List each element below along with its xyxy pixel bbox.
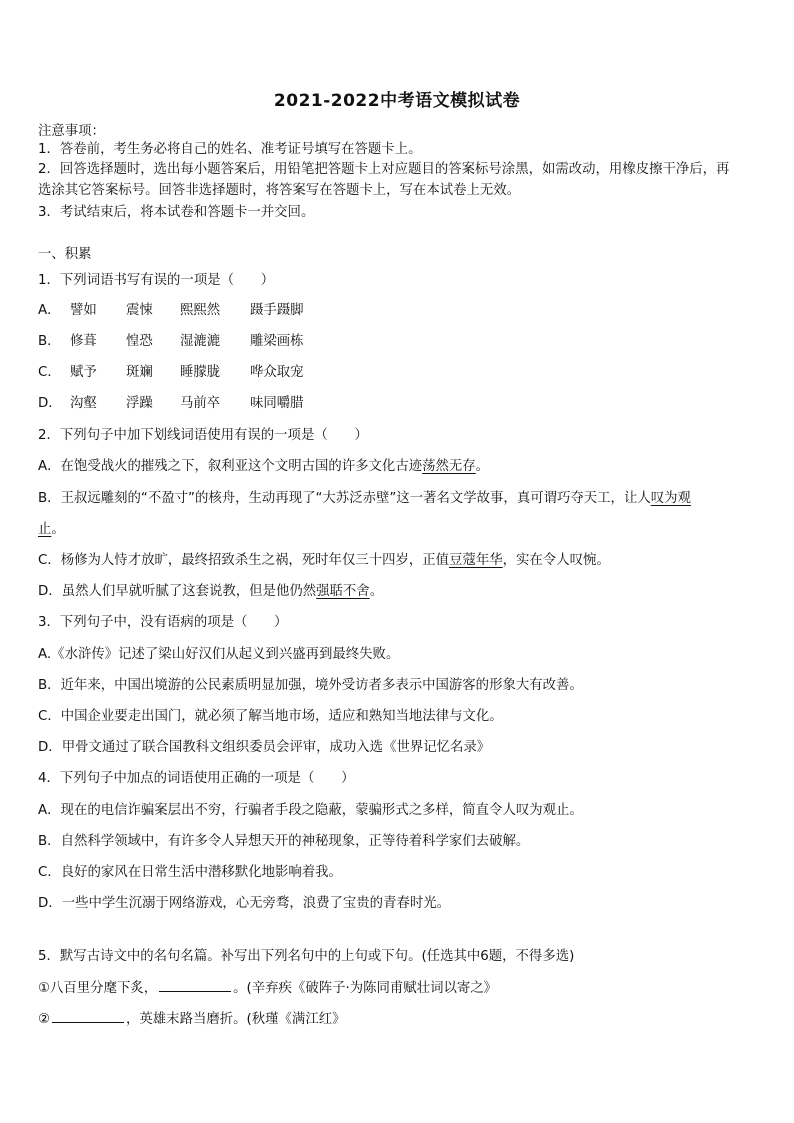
option-text: C．杨修为人恃才放旷，最终招致杀生之祸，死时年仅三十四岁，正值 xyxy=(38,553,450,568)
option-word: 熙熙然 xyxy=(180,303,221,318)
option-word: 惶恐 xyxy=(126,334,153,349)
question-3-option-a: A.《水浒传》记述了梁山好汉们从起义到兴盛再到最终失败。 xyxy=(38,647,400,662)
option-word: 赋予 xyxy=(70,365,97,380)
question-1-option-a xyxy=(38,300,758,321)
question-1-option-b xyxy=(38,331,758,352)
section-heading: 一、积累 xyxy=(38,247,92,262)
notice-item: 3．考试结束后，将本试卷和答题卡一并交回。 xyxy=(38,205,315,220)
question-5-stem: 5．默写古诗文中的名句名篇。补写出下列名句中的上句或下句。(任选其中6题，不得多选) xyxy=(38,949,575,964)
option-label: C． xyxy=(38,365,61,380)
option-word: 修葺 xyxy=(70,334,97,349)
option-word: 哗众取宠 xyxy=(250,365,304,380)
option-text: 。 xyxy=(475,459,490,474)
notice-item: 选涂其它答案标号。回答非选择题时，将答案写在答题卡上，写在本试卷上无效。 xyxy=(38,183,521,198)
option-word: 斑斓 xyxy=(126,365,153,380)
notice-heading: 注意事项： xyxy=(38,124,105,139)
question-5-line-2 xyxy=(38,1008,758,1030)
option-text: B．王叔远雕刻的“不盈寸”的核舟，生动再现了“大苏泛赤壁”这一著名文学故事，真可谓巧夺天工，让人 xyxy=(38,491,651,506)
option-word: 湿漉漉 xyxy=(180,334,221,349)
option-label: A． xyxy=(38,303,61,318)
option-text: ，实在令人叹惋。 xyxy=(502,553,610,568)
question-5-line-1 xyxy=(38,977,758,999)
option-word: 蹑手蹑脚 xyxy=(250,303,304,318)
option-text: 。 xyxy=(369,584,384,599)
question-4-stem: 4．下列句子中加点的词语使用正确的一项是（ ） xyxy=(38,771,355,786)
question-3-option-d: D．甲骨文通过了联合国教科文组织委员会评审，成功入选《世界记忆名录》 xyxy=(38,740,491,755)
option-word: 马前卒 xyxy=(180,396,221,411)
underlined-phrase: 荡然无存 xyxy=(422,459,476,474)
question-3-option-c: C．中国企业要走出国门，就必须了解当地市场，适应和熟知当地法律与文化。 xyxy=(38,709,503,724)
option-label: D． xyxy=(38,396,62,411)
question-2-option-c xyxy=(38,550,758,571)
poem-text: ①八百里分麾下炙， xyxy=(38,981,158,996)
option-text: A．在饱受战火的摧残之下，叙利亚这个文明古国的许多文化古迹 xyxy=(38,459,423,474)
question-2-option-a xyxy=(38,456,758,477)
underlined-phrase: 止 xyxy=(38,522,52,537)
question-4-option-a: A．现在的电信诈骗案层出不穷，行骗者手段之隐蔽，蒙骗形式之多样，简直令人叹为观止。 xyxy=(38,803,583,818)
option-text: 。 xyxy=(51,522,65,537)
underlined-phrase: 叹为观 xyxy=(650,491,691,506)
question-3-stem: 3．下列句子中，没有语病的项是（ ） xyxy=(38,615,288,630)
option-word: 譬如 xyxy=(70,303,97,318)
underlined-phrase: 豆蔻年华 xyxy=(449,553,503,568)
answer-blank[interactable] xyxy=(159,977,231,992)
answer-blank[interactable] xyxy=(52,1008,124,1023)
question-2-option-b xyxy=(38,488,758,509)
question-1-stem: 1．下列词语书写有误的一项是（ ） xyxy=(38,273,275,288)
option-word: 沟壑 xyxy=(70,396,97,411)
option-word: 味同嚼腊 xyxy=(250,396,304,411)
question-1-option-c xyxy=(38,362,758,383)
option-label: B． xyxy=(38,334,61,349)
question-1-option-d xyxy=(38,393,758,414)
exam-title: 2021-2022中考语文模拟试卷 xyxy=(273,91,521,111)
option-word: 震悚 xyxy=(126,303,153,318)
option-word: 雕梁画栋 xyxy=(250,334,304,349)
notice-item: 2．回答选择题时，选出每小题答案后，用铅笔把答题卡上对应题目的答案标号涂黑，如需改动，用橡皮擦干净后，再 xyxy=(38,162,730,177)
question-4-option-c: C．良好的家风在日常生活中潜移默化地影响着我。 xyxy=(38,865,342,880)
poem-text: 。(辛弃疾《破阵子·为陈同甫赋壮词以寄之》 xyxy=(233,981,498,996)
poem-text: ，英雄末路当磨折。(秋瑾《满江红》 xyxy=(126,1012,346,1027)
question-3-option-b: B．近年来，中国出境游的公民素质明显加强，境外受访者多表示中国游客的形象大有改善。 xyxy=(38,678,583,693)
question-4-option-d: D．一些中学生沉溺于网络游戏，心无旁骛，浪费了宝贵的青春时光。 xyxy=(38,896,451,911)
option-text: D．虽然人们早就听腻了这套说教，但是他仍然 xyxy=(38,584,317,599)
underlined-phrase: 强聒不舍 xyxy=(316,584,370,599)
option-word: 浮躁 xyxy=(126,396,153,411)
option-word: 睡朦胧 xyxy=(180,365,221,380)
question-4-option-b: B．自然科学领域中，有许多令人异想天开的神秘现象，正等待着科学家们去破解。 xyxy=(38,834,530,849)
poem-text: ② xyxy=(38,1012,51,1027)
question-2-option-d xyxy=(38,581,758,602)
notice-item: 1．答卷前，考生务必将自己的姓名、准考证号填写在答题卡上。 xyxy=(38,142,422,157)
question-2-option-b-cont xyxy=(38,519,758,540)
question-2-stem: 2．下列句子中加下划线词语使用有误的一项是（ ） xyxy=(38,428,368,443)
